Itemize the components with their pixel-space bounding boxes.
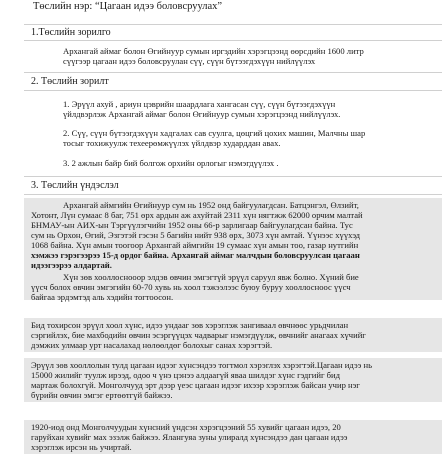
section-divider	[24, 194, 442, 195]
paragraph-line: бүрийн өвчин эмгэг ертөөтгүй байжээ.	[31, 390, 173, 400]
paragraph-line: Хотонт, Лүн сумаас 8 баг, 751 өрх ардын аж ахуйтай 2311 хүн нягтжж 62000 орчим малтай	[31, 210, 363, 220]
section-divider	[24, 40, 442, 41]
project-title: Төслийн нэр: “Цагаан идээ боловсруулах”	[33, 1, 223, 12]
section-1-heading: 1.Төслийн зорилго	[31, 27, 111, 38]
objective-item: 2. Сүү, сүүн бүтээгдэхүүн хадгалах сав суулга, цөцгий цохих машин, Малчны шар	[63, 128, 366, 138]
objective-item: 3. 2 ажлын байр бий болгож орхийн орлогыг нэмэгдүүлэх .	[63, 158, 279, 168]
section-1-line: Архангай аймаг болон Өгийнуур сумын иргэдийн хэрэгцээнд өөрсдийн 1600 литр	[63, 46, 364, 56]
paragraph-line: 15000 жилийг туулж ирээд, одоо ч үнэ цэнээ алдаагүй яваа шилдэг хүнс гэдгийг бид	[31, 370, 340, 380]
paragraph-line: байгаа эрдэмтэд аль хэдийн тогтоосон.	[31, 292, 174, 302]
paragraph-line: идээгээрээ алдартай.	[31, 260, 112, 270]
section-divider	[24, 24, 442, 25]
section-2-heading: 2. Төслийн зорилт	[31, 76, 109, 87]
paragraph-line: БНМАУ-ын АИХ-ын Тэргүүлэгчийн 1952 оны 66-р зарлигаар байгуулагдсан байна. Тус	[31, 220, 353, 230]
paragraph-line: үүсч болох өвчин эмгэгийн 60-70 хувь нь хоол тэжээлээс буюу буруу хооллосноос үүсч	[31, 282, 351, 292]
paragraph-line: Эрүүл зөв хооллолын тулд цагаан идээг хүнсэндээ тогтмол хэрэглэх хэрэгтэй.Цагаан идээ нь	[31, 360, 373, 370]
paragraph-line: 1068 байна. Хүн амын тоогоор Архангай аймгийн 19 сумаас хүн амын тоо, газар нутгийн	[31, 240, 359, 250]
objective-item: үйлдвэрлэж Архангай аймаг болон Өгийнуур сумын хэрэгцээнд нийлүүлэх.	[63, 109, 341, 119]
section-1-line: сүүгээр цагаан идээ боловсруулан сүү, сүүн бүтээгдэхүүн нийлүүлэх	[63, 56, 316, 66]
section-divider	[24, 176, 442, 177]
paragraph-line: сум нь Орхон, Өгий, Эзгэтэй гэсэн 5 багийн нийт 938 өрх, 3073 хүн амтай. Үүнээс хүүхэд	[31, 230, 360, 240]
section-3-heading: 3. Төслийн үндэслэл	[31, 180, 119, 191]
section-divider	[24, 72, 442, 73]
paragraph-line: хэмжээ гэрэгээрээ 15-д ордог байна. Архангай аймаг малчдын боловсруулсан цагаан	[31, 250, 360, 260]
section-divider	[24, 90, 442, 91]
paragraph-line: Бид тохирсон эрүүл хоол хүнс, идээ ундааг зөв хэрэглэж зангиваал өвчнөөс урьдчилан	[31, 320, 349, 330]
paragraph-line: хэрэглэж ирсэн нь учиртай.	[31, 442, 132, 452]
paragraph-line: дэмжих улмаар урт насалахад нөлөөлдөг болохыг санах хэрэгтэй.	[31, 340, 273, 350]
paragraph-line: Архангай аймгийн Өгийнуур сум нь 1952 онд байгуулагдсан. Батцэнгэл, Өлзийт,	[63, 200, 359, 210]
paragraph-line: 1920-иод онд Монголчуудын хүнсний үндсэн хэрэгцээний 55 хувийг цагаан идээ, 20	[31, 422, 341, 432]
objective-item: 1. Эрүүл ахуй , ариун цэврийн шаардлага хангасан сүү, сүүн бүтээгдэхүүн	[63, 99, 336, 109]
paragraph-line: гаруйхан хувийг мах эзэлж байжээ. Ялангуяа зуны улиралд хүнсэндээ дан цагаан идээ	[31, 432, 348, 442]
paragraph-line: сэргийлэх, бие махбодийн өвчин эсэргүүцэх чадварыг нэмэгдүүлж, өвчнийг анагаах хүчийг	[31, 330, 366, 340]
objective-item: тосыг тохижуулж техеерөмжүүлэх үйлдвэр хударддан авах.	[63, 138, 281, 148]
paragraph-line: Хүн зөв хооллоснооор элдэв өвчин эмгэгтүй эрүүл саруул явж болно. Хүний бие	[63, 272, 359, 282]
paragraph-line: мартаж болохгүй. Монголчууд эрт дээр үеэс цагаан идээг ихээр хэрэглэж байсан учир нэг	[31, 380, 360, 390]
